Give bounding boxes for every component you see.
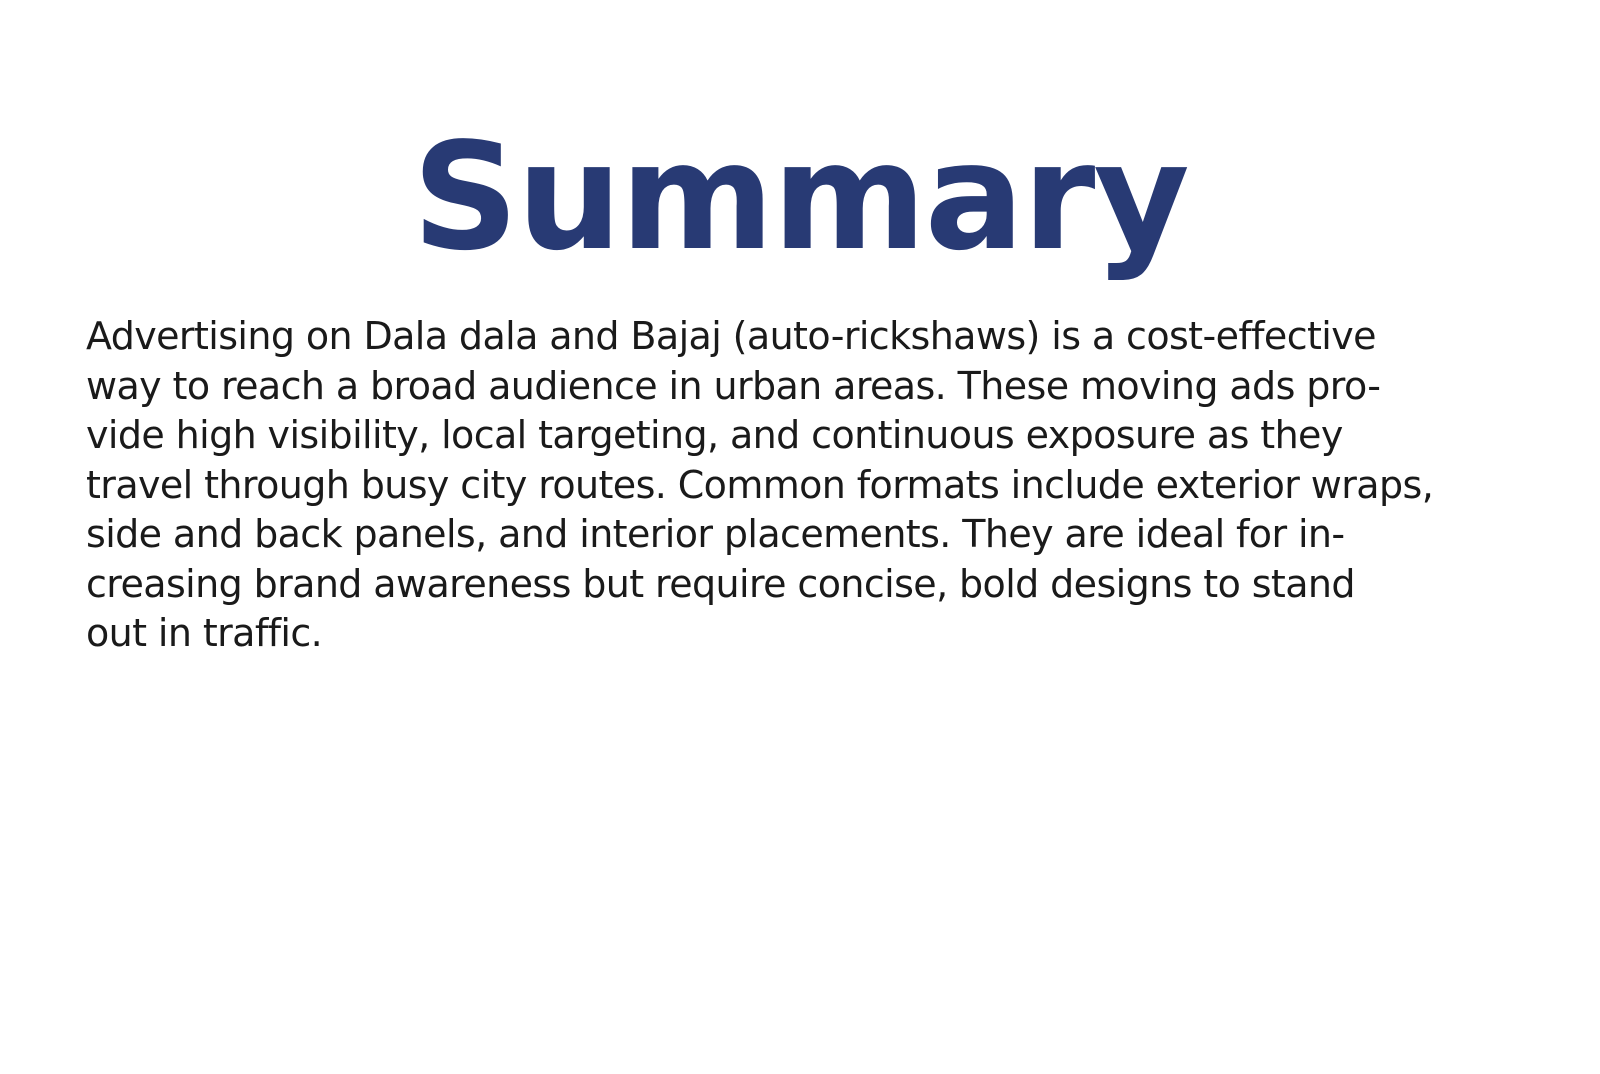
paragraph-line: creasing brand awareness but require concise, bold designs to stand [86, 561, 1355, 606]
paragraph-line: travel through busy city routes. Common formats include exterior wraps, [86, 462, 1434, 507]
paragraph-line: way to reach a broad audience in urban areas. These moving ads pro- [86, 363, 1381, 408]
paragraph-line: vide high visibility, local targeting, and continuous exposure as they [86, 413, 1343, 457]
summary-paragraph [86, 312, 1526, 659]
paragraph-line: out in traffic. [86, 611, 323, 655]
paragraph-line: side and back panels, and interior placements. They are ideal for in- [86, 512, 1345, 556]
page-title: Summary [412, 111, 1188, 283]
paragraph-line: Advertising on Dala dala and Bajaj (auto-rickshaws) is a cost-effective [86, 314, 1376, 358]
